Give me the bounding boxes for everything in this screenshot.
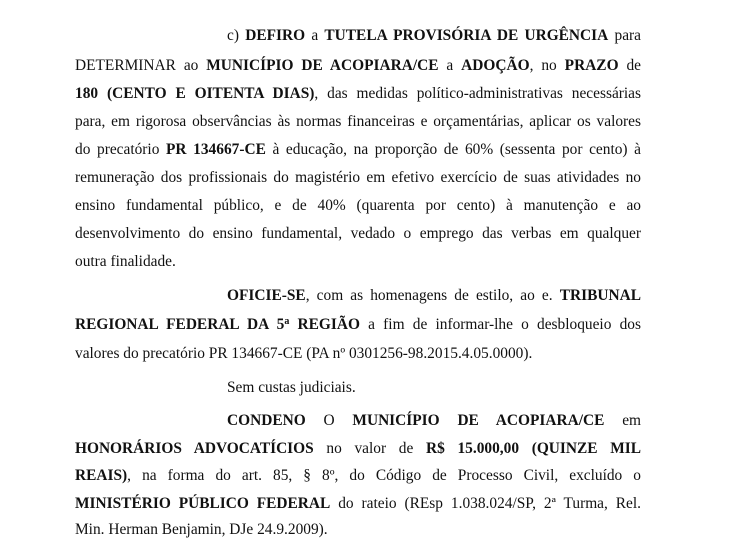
text: do precatório <box>75 141 167 158</box>
p4-line-4 <box>75 494 641 514</box>
text: em <box>604 412 642 429</box>
bold-text: R$ 15.000,00 (QUINZE MIL <box>425 440 642 457</box>
p3-line-1: Sem custas judiciais. <box>227 379 356 396</box>
superscript: a <box>284 316 290 327</box>
text: a <box>438 57 462 74</box>
bold-text: TRIBUNAL <box>559 287 641 304</box>
p4-line-5: Min. Herman Benjamin, DJe 24.9.2009). <box>75 521 328 538</box>
p1-line-6: remuneração dos profissionais do magistério em efetivo exercício de suas atividades no <box>75 169 641 186</box>
text: no valor de <box>313 440 426 457</box>
text: REGIÃO <box>289 316 360 333</box>
bold-text: 180 (CENTO E OITENTA DIAS) <box>75 85 315 102</box>
text: , na forma do art. 85, § 8º, do Código de Processo Civil, excluído o <box>127 467 641 484</box>
bold-text: TUTELA PROVISÓRIA DE URGÊNCIA <box>324 27 609 44</box>
text: do rateio (REsp 1.038.024/SP, 2ª Turma, Rel. <box>330 495 641 512</box>
p1-line-3 <box>75 84 641 104</box>
p1-line-1 <box>227 26 641 46</box>
p1-line-4: para, em rigorosa observâncias às normas financeiras e orçamentárias, aplicar os valores <box>75 113 641 130</box>
text: à educação, na proporção de 60% (sessenta por cento) à <box>265 141 642 158</box>
p1-line-9: outra finalidade. <box>75 253 176 270</box>
bold-text: MUNICÍPIO DE ACOPIARA/CE <box>206 57 439 74</box>
bold-text: HONORÁRIOS ADVOCATÍCIOS <box>75 440 314 457</box>
p1-line-5 <box>75 140 641 160</box>
p1-line-7: ensino fundamental público, e de 40% (quarenta por cento) à manutenção e ao <box>75 197 641 214</box>
text: REGIONAL FEDERAL DA 5 <box>75 316 285 333</box>
p2-line-2 <box>75 315 641 335</box>
bold-text: REAIS) <box>75 467 128 484</box>
bold-text: PR 134667-CE <box>166 141 266 158</box>
bold-text: MUNICÍPIO DE ACOPIARA/CE <box>352 412 605 429</box>
p1-line-2 <box>75 56 641 76</box>
bold-text: PRAZO <box>564 57 619 74</box>
text: O <box>305 412 353 429</box>
text: para <box>608 27 641 44</box>
p4-line-3 <box>75 466 641 486</box>
bold-text: CONDENO <box>227 412 306 429</box>
text: de <box>618 57 642 74</box>
bold-text: DEFIRO <box>245 27 306 44</box>
p2-line-3: valores do precatório PR 134667-CE (PA nº 0301256-98.2015.4.05.0000). <box>75 345 533 362</box>
text: DETERMINAR ao <box>75 57 207 74</box>
bold-text: MINISTÉRIO PÚBLICO FEDERAL <box>75 495 331 512</box>
bold-text: ADOÇÃO <box>461 57 530 74</box>
p1-line-8: desenvolvimento do ensino fundamental, vedado o emprego das verbas em qualquer <box>75 225 641 242</box>
text: , das medidas político-administrativas necessárias <box>314 85 641 102</box>
text: c) <box>227 27 246 44</box>
text: a <box>305 27 325 44</box>
p4-line-1 <box>227 411 641 431</box>
bold-text <box>75 316 360 333</box>
text: , com as homenagens de estilo, ao e. <box>305 287 560 304</box>
p4-line-2 <box>75 439 641 459</box>
bold-text: OFICIE-SE <box>227 287 306 304</box>
text: a fim de informar-lhe o desbloqueio dos <box>359 316 641 333</box>
text: , no <box>529 57 565 74</box>
p2-line-1 <box>227 286 641 306</box>
